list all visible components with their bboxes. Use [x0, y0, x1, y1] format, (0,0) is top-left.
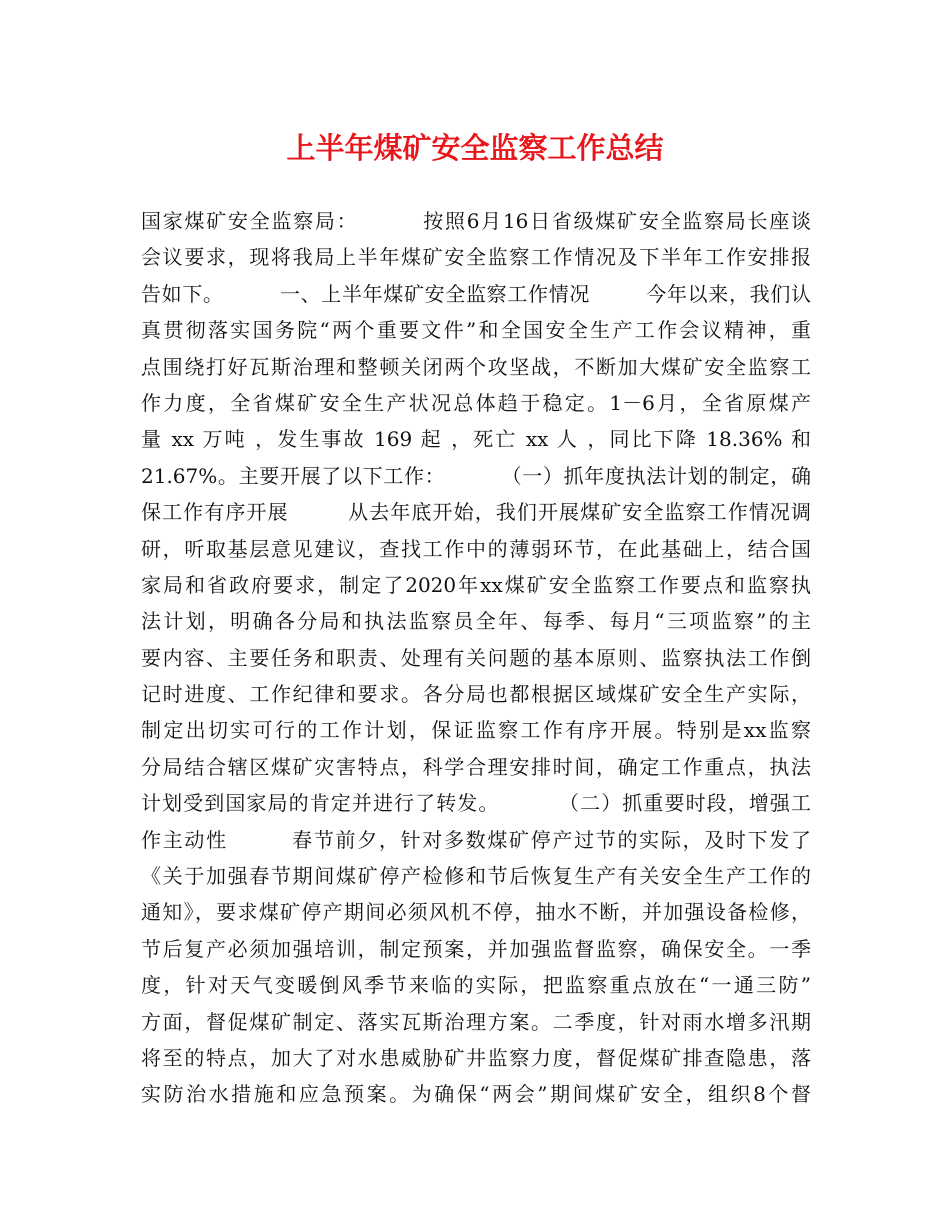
- body-line: 量 xx 万吨 ，发生事故 169 起 ，死亡 xx 人 ，同比下降 18.36% 和: [141, 427, 811, 452]
- body-line: 法计划，明确各分局和执法监察员全年、每季、每月“三项监察”的主: [141, 609, 811, 634]
- body-line: 点围绕打好瓦斯治理和整顿关闭两个攻坚战，不断加大煤矿安全监察工: [141, 354, 811, 379]
- body-line: 研，听取基层意见建议，查找工作中的薄弱环节，在此基础上，结合国: [141, 536, 811, 561]
- document-body: [141, 203, 811, 1113]
- body-line: 真贯彻落实国务院“两个重要文件”和全国安全生产工作会议精神，重: [141, 318, 811, 343]
- body-line: 家局和省政府要求，制定了2020年xx煤矿安全监察工作要点和监察执: [141, 572, 811, 597]
- body-line: 保工作有序开展 从去年底开始，我们开展煤矿安全监察工作情况调: [141, 500, 811, 525]
- body-line: 通知》，要求煤矿停产期间必须风机不停，抽水不断，并加强设备检修，: [141, 900, 811, 925]
- body-line: 作力度，全省煤矿安全生产状况总体趋于稳定。1－6月，全省原煤产: [141, 390, 811, 415]
- body-line: 国家煤矿安全监察局： 按照6月16日省级煤矿安全监察局长座谈: [141, 209, 811, 233]
- body-line: 分局结合辖区煤矿灾害特点，科学合理安排时间，确定工作重点，执法: [141, 754, 811, 779]
- body-line: 方面，督促煤矿制定、落实瓦斯治理方案。二季度，针对雨水增多汛期: [141, 1009, 811, 1034]
- body-line: 会议要求，现将我局上半年煤矿安全监察工作情况及下半年工作安排报: [141, 245, 811, 270]
- body-line: 计划受到国家局的肯定并进行了转发。 （二）抓重要时段，增强工: [141, 791, 811, 816]
- body-line: 《关于加强春节期间煤矿停产检修和节后恢复生产有关安全生产工作的: [141, 864, 811, 889]
- body-line: 作主动性 春节前夕，针对多数煤矿停产过节的实际，及时下发了: [141, 827, 811, 852]
- document-title: 上半年煤矿安全监察工作总结: [286, 131, 664, 165]
- body-line: 度，针对天气变暖倒风季节来临的实际，把监察重点放在“一通三防”: [141, 973, 811, 998]
- body-line: 节后复产必须加强培训，制定预案，并加强监督监察，确保安全。一季: [141, 936, 811, 961]
- body-line: 要内容、主要任务和职责、处理有关问题的基本原则、监察执法工作倒: [141, 645, 811, 670]
- body-line: 实防治水措施和应急预案。为确保“两会”期间煤矿安全，组织8个督: [141, 1082, 811, 1107]
- body-line: 21.67%。主要开展了以下工作： （一）抓年度执法计划的制定，确: [141, 463, 811, 488]
- body-line: 制定出切实可行的工作计划，保证监察工作有序开展。特别是xx监察: [141, 718, 811, 743]
- body-line: 告如下。 一、上半年煤矿安全监察工作情况 今年以来，我们认: [141, 281, 811, 306]
- body-line: 记时进度、工作纪律和要求。各分局也都根据区域煤矿安全生产实际，: [141, 682, 811, 707]
- body-line: 将至的特点，加大了对水患威胁矿井监察力度，督促煤矿排查隐患，落: [141, 1045, 811, 1070]
